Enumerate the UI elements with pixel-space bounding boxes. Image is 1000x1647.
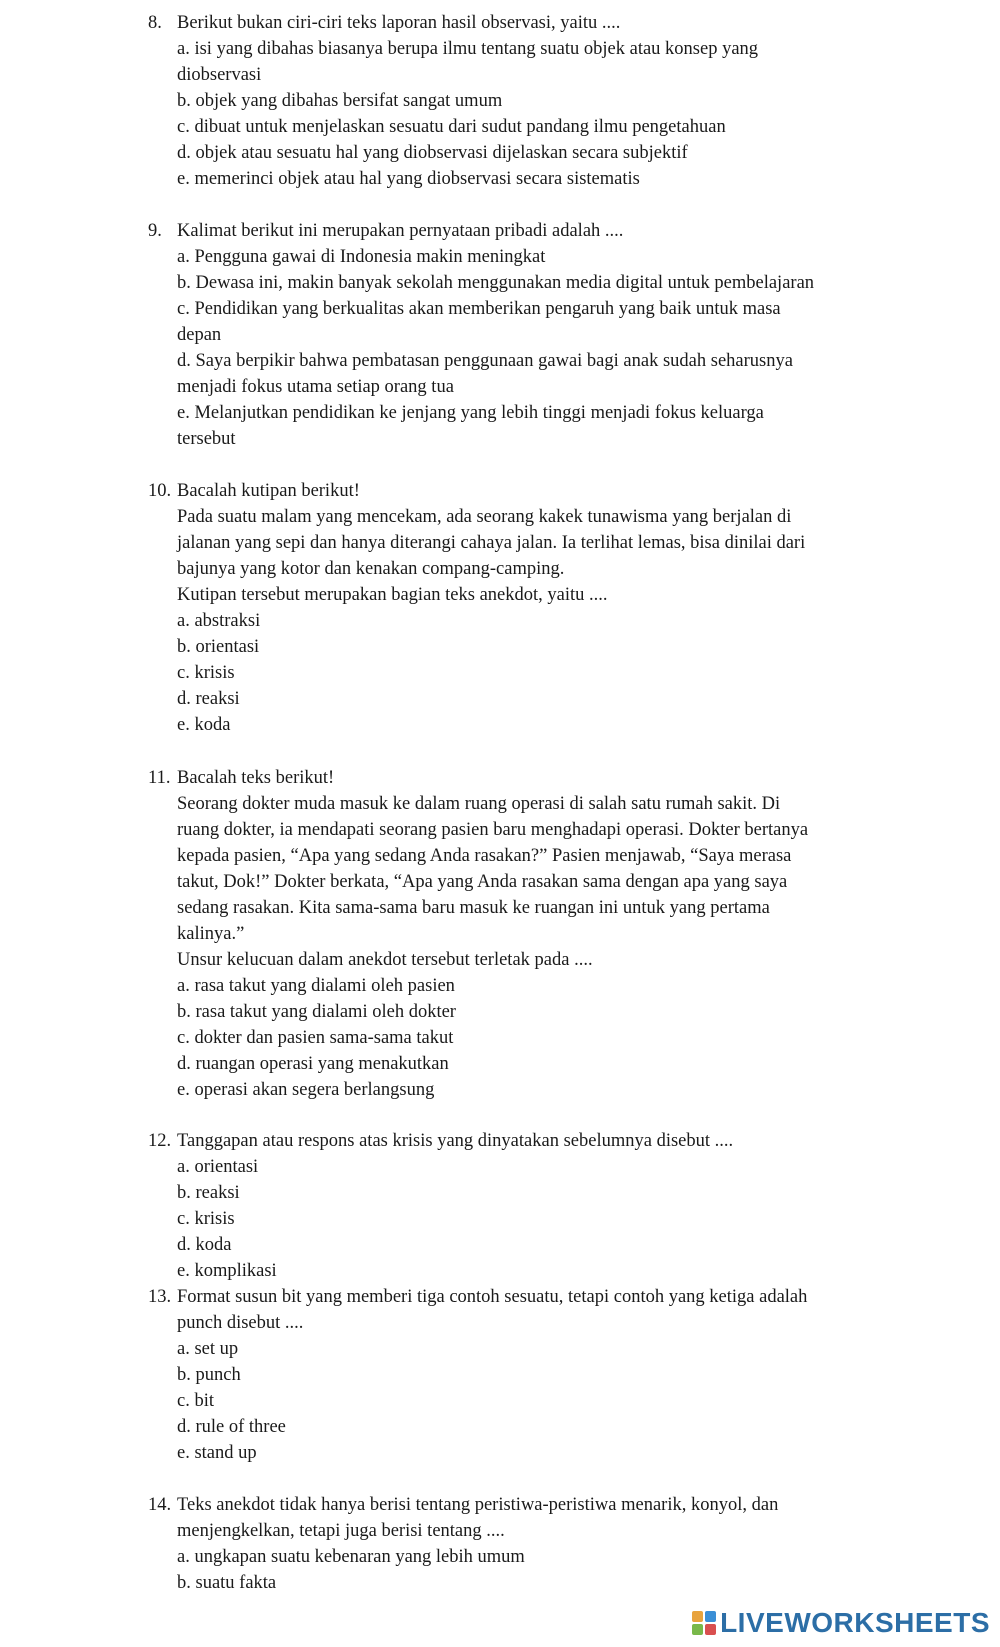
answer-option-e[interactable]: e. stand up — [177, 1443, 257, 1463]
answer-option-a[interactable]: a. abstraksi — [177, 611, 261, 631]
passage-line: Pada suatu malam yang mencekam, ada seorang kakek tunawisma yang berjalan di — [177, 507, 792, 527]
answer-option-d[interactable]: d. ruangan operasi yang menakutkan — [177, 1054, 449, 1074]
answer-option-a-cont[interactable]: diobservasi — [177, 65, 262, 85]
question-prompt: Unsur kelucuan dalam anekdot tersebut terletak pada .... — [177, 950, 593, 970]
passage-line: kalinya.” — [177, 924, 245, 944]
answer-option-c-cont[interactable]: depan — [177, 325, 222, 345]
answer-option-e-cont[interactable]: tersebut — [177, 429, 236, 449]
question-stem: 9. Kalimat berikut ini merupakan pernyataan pribadi adalah .... — [148, 218, 878, 244]
question-number: 8. — [148, 13, 162, 33]
answer-option-a[interactable]: a. ungkapan suatu kebenaran yang lebih umum — [177, 1547, 525, 1567]
question-stem-cont: punch disebut .... — [177, 1313, 304, 1333]
passage-line: jalanan yang sepi dan hanya diterangi cahaya jalan. Ia terlihat lemas, bisa dinilai dari — [177, 533, 806, 553]
logo-square — [705, 1611, 716, 1622]
answer-option-d[interactable]: d. Saya berpikir bahwa pembatasan penggunaan gawai bagi anak sudah seharusnya — [177, 351, 793, 371]
question-stem: 10. Bacalah kutipan berikut! — [148, 478, 878, 504]
answer-option-a[interactable]: a. orientasi — [177, 1157, 259, 1177]
question-11 — [148, 765, 878, 1103]
answer-option-d[interactable]: d. objek atau sesuatu hal yang diobservasi dijelaskan secara subjektif — [177, 143, 688, 163]
answer-option-d-cont[interactable]: menjadi fokus utama setiap orang tua — [177, 377, 454, 397]
answer-option-b[interactable]: b. objek yang dibahas bersifat sangat umum — [177, 91, 503, 111]
liveworksheets-logo-icon — [692, 1611, 716, 1635]
passage-line: takut, Dok!” Dokter berkata, “Apa yang Anda rasakan sama dengan apa yang saya — [177, 872, 788, 892]
logo-square — [692, 1611, 703, 1622]
question-number: 14. — [148, 1495, 172, 1515]
passage-line: ruang dokter, ia mendapati seorang pasien baru menghadapi operasi. Dokter bertanya — [177, 820, 809, 840]
answer-option-a[interactable]: a. Pengguna gawai di Indonesia makin meningkat — [177, 247, 546, 267]
answer-option-a[interactable]: a. isi yang dibahas biasanya berupa ilmu tentang suatu objek atau konsep yang — [177, 39, 759, 59]
passage-line: sedang rasakan. Kita sama-sama baru masuk ke ruangan ini untuk yang pertama — [177, 898, 770, 918]
answer-option-b[interactable]: b. orientasi — [177, 637, 260, 657]
question-number: 10. — [148, 481, 172, 501]
question-number: 11. — [148, 768, 171, 788]
answer-option-a[interactable]: a. set up — [177, 1339, 239, 1359]
brand-wordmark: LIVEWORKSHEETS — [720, 1607, 990, 1638]
answer-option-b[interactable]: b. rasa takut yang dialami oleh dokter — [177, 1002, 456, 1022]
question-stem: 11. Bacalah teks berikut! — [148, 765, 878, 791]
question-12 — [148, 1128, 878, 1284]
answer-option-c[interactable]: c. dokter dan pasien sama-sama takut — [177, 1028, 454, 1048]
question-number: 12. — [148, 1131, 172, 1151]
question-stem: 14. Teks anekdot tidak hanya berisi tentang peristiwa-peristiwa menarik, konyol, dan — [148, 1492, 878, 1518]
logo-square — [692, 1624, 703, 1635]
question-8 — [148, 10, 878, 192]
passage-line: bajunya yang kotor dan kenakan compang-camping. — [177, 559, 565, 579]
question-stem-cont: menjengkelkan, tetapi juga berisi tentang .... — [177, 1521, 505, 1541]
answer-option-d[interactable]: d. rule of three — [177, 1417, 286, 1437]
answer-option-b[interactable]: b. suatu fakta — [177, 1573, 277, 1593]
question-13 — [148, 1284, 878, 1466]
question-10 — [148, 478, 878, 738]
question-stem: 8. Berikut bukan ciri-ciri teks laporan hasil observasi, yaitu .... — [148, 10, 878, 36]
passage-line: Seorang dokter muda masuk ke dalam ruang operasi di salah satu rumah sakit. Di — [177, 794, 781, 814]
answer-option-d[interactable]: d. koda — [177, 1235, 232, 1255]
answer-option-b[interactable]: b. Dewasa ini, makin banyak sekolah menggunakan media digital untuk pembelajaran — [177, 273, 815, 293]
answer-option-e[interactable]: e. operasi akan segera berlangsung — [177, 1080, 435, 1100]
question-stem: 12. Tanggapan atau respons atas krisis yang dinyatakan sebelumnya disebut .... — [148, 1128, 878, 1154]
question-stem: 13. Format susun bit yang memberi tiga contoh sesuatu, tetapi contoh yang ketiga adalah — [148, 1284, 878, 1310]
answer-option-b[interactable]: b. reaksi — [177, 1183, 240, 1203]
logo-square — [705, 1624, 716, 1635]
answer-option-e[interactable]: e. Melanjutkan pendidikan ke jenjang yang lebih tinggi menjadi fokus keluarga — [177, 403, 764, 423]
liveworksheets-brand — [692, 1607, 990, 1639]
answer-option-c[interactable]: c. Pendidikan yang berkualitas akan memberikan pengaruh yang baik untuk masa — [177, 299, 781, 319]
answer-option-d[interactable]: d. reaksi — [177, 689, 240, 709]
question-prompt: Kutipan tersebut merupakan bagian teks anekdot, yaitu .... — [177, 585, 608, 605]
question-number: 13. — [148, 1287, 172, 1307]
answer-option-e[interactable]: e. koda — [177, 715, 231, 735]
answer-option-c[interactable]: c. bit — [177, 1391, 214, 1411]
answer-option-a[interactable]: a. rasa takut yang dialami oleh pasien — [177, 976, 455, 996]
answer-option-c[interactable]: c. krisis — [177, 1209, 235, 1229]
answer-option-b[interactable]: b. punch — [177, 1365, 241, 1385]
answer-option-e[interactable]: e. memerinci objek atau hal yang diobservasi secara sistematis — [177, 169, 640, 189]
answer-option-e[interactable]: e. komplikasi — [177, 1261, 277, 1281]
answer-option-c[interactable]: c. krisis — [177, 663, 235, 683]
question-number: 9. — [148, 221, 162, 241]
question-14 — [148, 1492, 878, 1596]
passage-line: kepada pasien, “Apa yang sedang Anda rasakan?” Pasien menjawab, “Saya merasa — [177, 846, 792, 866]
answer-option-c[interactable]: c. dibuat untuk menjelaskan sesuatu dari sudut pandang ilmu pengetahuan — [177, 117, 726, 137]
question-9 — [148, 218, 878, 452]
